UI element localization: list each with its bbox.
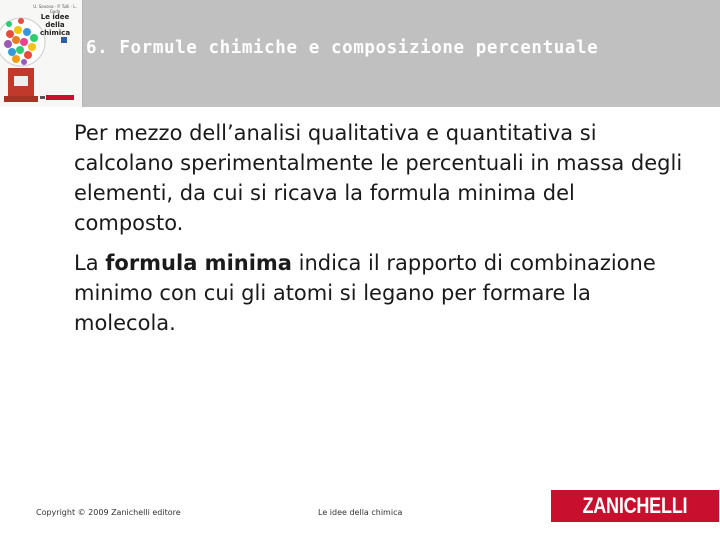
publisher-logo-text: ZANICHELLI <box>582 493 688 518</box>
publisher-logo <box>551 490 719 522</box>
cover-author: U. Savona · P. Tulli · L. Gado <box>33 4 77 14</box>
footer-book-title: Le idee della chimica <box>318 508 403 517</box>
cover-title: Le idee della chimica <box>39 13 71 37</box>
paragraph-formula-minima <box>74 248 684 338</box>
bold-term: formula minima <box>105 251 292 275</box>
paragraph-text-start: La <box>74 251 106 275</box>
slide-title: 6. Formule chimiche e composizione percentuale <box>86 38 599 58</box>
footer-copyright: Copyright © 2009 Zanichelli editore <box>36 508 181 517</box>
book-cover-image <box>0 0 83 107</box>
paragraph-text-end: indica il rapporto di combinazione minimo con cui gli atomi si legano per formare la molecola. <box>74 251 656 335</box>
paragraph-analysis: Per mezzo dell’analisi qualitativa e quantitativa si calcolano sperimentalmente le percentuali in massa degli elementi, da cui si ricava la formula minima del composto. <box>74 121 683 235</box>
